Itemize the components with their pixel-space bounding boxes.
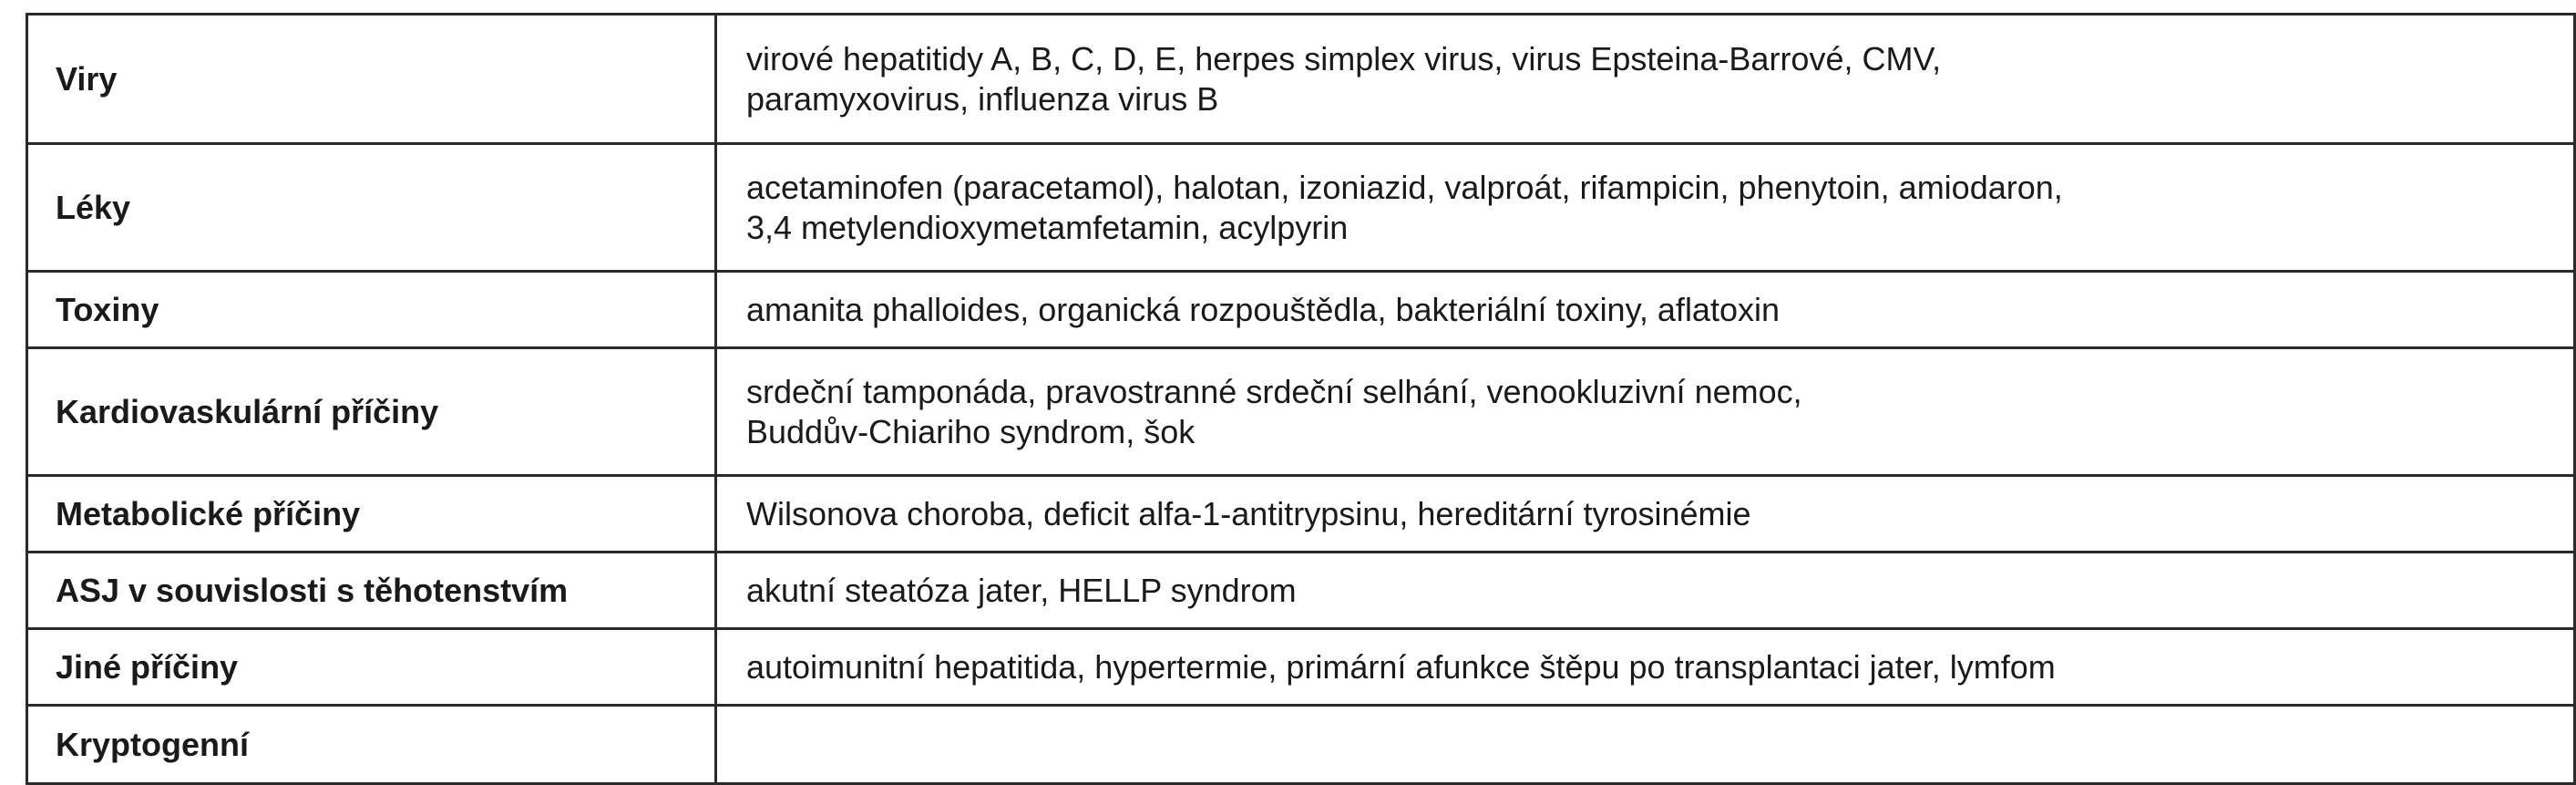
table-row-metabolicke [27,476,2575,553]
table-row-jine [27,629,2575,706]
category-cell: Viry [27,15,716,144]
description-line: paramyxovirus, influenza virus B [746,79,1219,118]
description-line: acetaminofen (paracetamol), halotan, izoniazid, valproát, rifampicin, phenytoin, amiodaron, [746,168,2063,206]
description-line: akutní steatóza jater, HELLP syndrom [746,571,1297,609]
causes-table [26,13,2576,785]
description-line: virové hepatitidy A, B, C, D, E, herpes simplex virus, virus Epsteina-Barrové, CMV, [746,39,1942,77]
description-cell [716,272,2575,348]
description-cell [716,476,2575,553]
category-cell: Toxiny [27,272,716,348]
description-cell [716,348,2575,476]
description-cell [716,144,2575,272]
description-line: srdeční tamponáda, pravostranné srdeční selhání, venookluzivní nemoc, [746,372,1802,410]
description-line: Wilsonova choroba, deficit alfa-1-antitrypsinu, hereditární tyrosinémie [746,494,1751,532]
table-row-tehotenstvi [27,553,2575,629]
table-row-kardiovaskularni [27,348,2575,476]
category-cell: ASJ v souvislosti s těhotenstvím [27,553,716,629]
category-cell: Metabolické příčiny [27,476,716,553]
description-cell [716,629,2575,706]
description-line: amanita phalloides, organická rozpouštědla, bakteriální toxiny, aflatoxin [746,290,1780,328]
table-row-toxiny [27,272,2575,348]
category-cell: Jiné příčiny [27,629,716,706]
description-line: 3,4 metylendioxymetamfetamin, acylpyrin [746,208,1349,246]
description-cell-empty [716,706,2575,784]
table-row-leky [27,144,2575,272]
table-row-viry [27,15,2575,144]
description-line: autoimunitní hepatitida, hypertermie, primární afunkce štěpu po transplantaci jater, lymfom [746,647,2056,686]
description-cell [716,553,2575,629]
category-cell: Kryptogenní [27,706,716,784]
description-line: Buddův-Chiariho syndrom, šok [746,412,1196,450]
table-row-kryptogenni [27,706,2575,784]
causes-table-body [27,15,2575,784]
category-cell: Kardiovaskulární příčiny [27,348,716,476]
description-cell [716,15,2575,144]
category-cell: Léky [27,144,716,272]
